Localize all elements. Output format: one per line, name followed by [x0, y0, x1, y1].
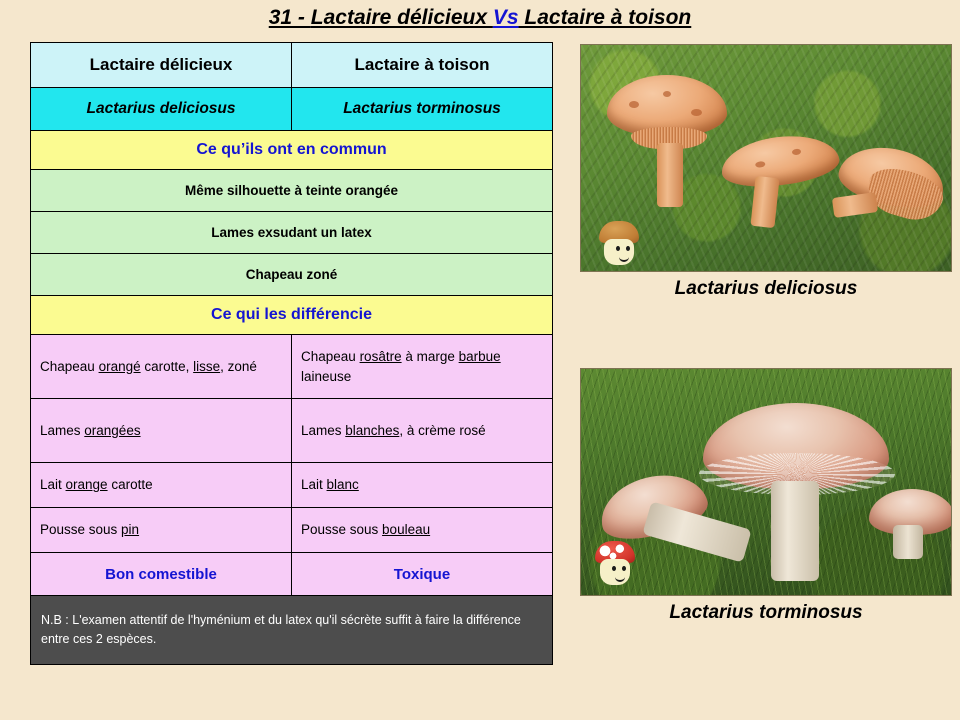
cell-diff-1-right: Lames blanches, à crème rosé: [301, 422, 486, 438]
cell-common-name-left: Lactaire délicieux: [31, 43, 292, 88]
title-vs: Vs: [492, 6, 519, 29]
photo-block-deliciosus: [580, 44, 952, 300]
comparison-table: [30, 42, 553, 665]
table-row-common-0: [31, 170, 553, 212]
cell-diff-2-left: Lait orange carotte: [40, 477, 153, 493]
cell-common-1: Lames exsudant un latex: [31, 212, 553, 254]
cell-common-0: Même silhouette à teinte orangée: [31, 170, 553, 212]
cell-latin-name-right: Lactarius torminosus: [292, 88, 553, 131]
table-row-diff-1: [31, 399, 553, 463]
table-row-common-header: [31, 131, 553, 170]
cell-latin-name-left: Lactarius deliciosus: [31, 88, 292, 131]
cell-diff-2-right: Lait blanc: [301, 477, 359, 493]
title-number: 31 -: [268, 6, 311, 29]
table-row-diff-2: [31, 463, 553, 508]
mascot-amanita-icon: [595, 541, 635, 587]
cell-diff-3-right: Pousse sous bouleau: [301, 522, 431, 538]
cell-note: N.B : L'examen attentif de l'hyménium et du latex qu'il sécrète suffit à faire la différence entre ces 2 espèces.: [31, 596, 553, 665]
photo-block-torminosus: [580, 368, 952, 624]
page-title: [0, 6, 960, 30]
cell-verdict-right: Toxique: [292, 553, 553, 596]
table-row-common-names: [31, 43, 553, 88]
cell-verdict-left: Bon comestible: [31, 553, 292, 596]
mushroom-stem-main: [771, 481, 819, 581]
table-row-common-2: [31, 254, 553, 296]
table-row-latin-names: [31, 88, 553, 131]
table-row-note: [31, 596, 553, 665]
cell-diff-3-left: Pousse sous pin: [40, 522, 140, 538]
cell-common-header: Ce qu’ils ont en commun: [31, 131, 553, 170]
photo-lactarius-torminosus: [580, 368, 952, 596]
photo-caption-deliciosus: Lactarius deliciosus: [674, 278, 858, 299]
table-row-common-1: [31, 212, 553, 254]
cell-diff-header: Ce qui les différencie: [31, 296, 553, 335]
table-row-verdicts: [31, 553, 553, 596]
mushroom-stem-right-small: [893, 525, 923, 559]
title-right: Lactaire à toison: [518, 6, 692, 29]
cell-common-name-right: Lactaire à toison: [292, 43, 553, 88]
mascot-mushroom-icon: [599, 221, 639, 267]
photo-lactarius-deliciosus: [580, 44, 952, 272]
cell-diff-0-left: Chapeau orangé carotte, lisse, zoné: [40, 358, 257, 374]
table-row-diff-3: [31, 508, 553, 553]
cell-common-2: Chapeau zoné: [31, 254, 553, 296]
title-left: Lactaire délicieux: [310, 6, 493, 29]
cell-diff-1-left: Lames orangées: [40, 422, 141, 438]
table-row-diff-header: [31, 296, 553, 335]
table-row-diff-0: [31, 335, 553, 399]
mushroom-stem-left: [657, 143, 683, 207]
cell-diff-0-right: Chapeau rosâtre à marge barbue laineuse: [301, 348, 501, 384]
photo-caption-torminosus: Lactarius torminosus: [669, 602, 863, 623]
